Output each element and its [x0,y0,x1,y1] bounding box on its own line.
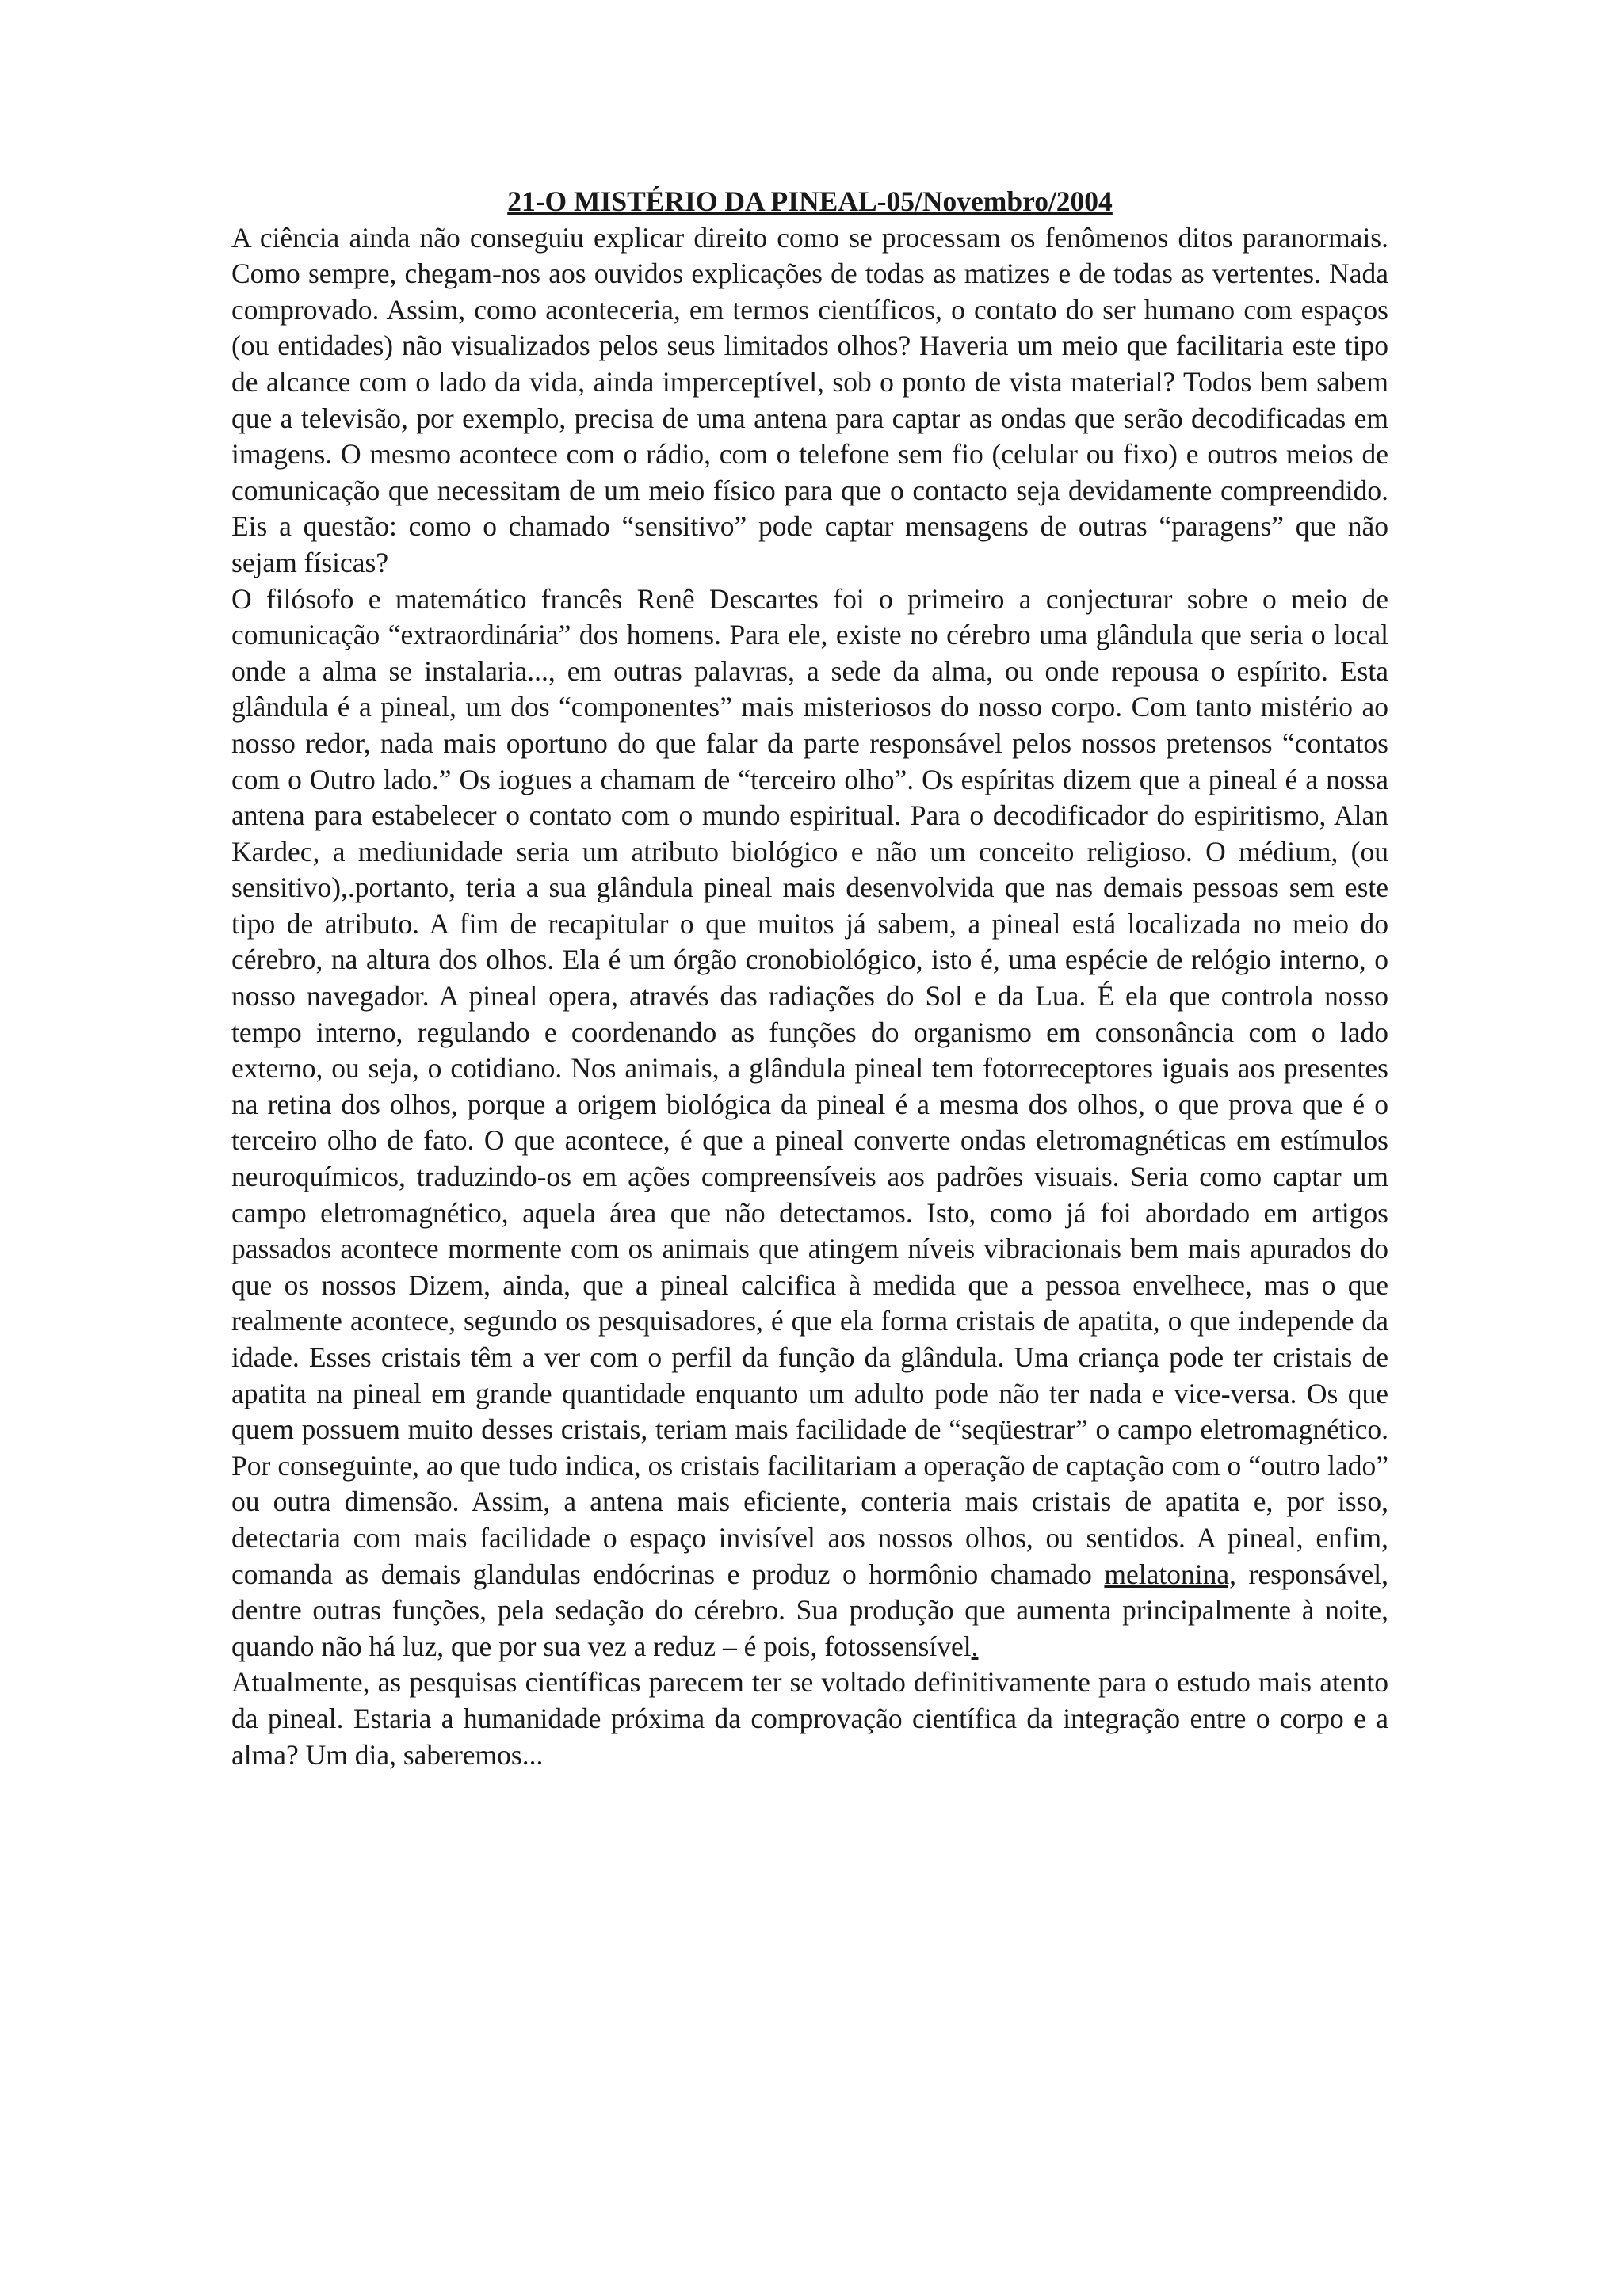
paragraph-descartes-continued: responsável, dentre outras funções, pela sedação do cérebro. Sua produção que aumenta principalmente à noite, quando não há luz, que por sua vez a reduz – é pois, fotossensível [231,1558,1388,1662]
paragraph-descartes [231,582,1388,1665]
melatonina-term: melatonina, [1104,1558,1237,1590]
document-title: 21-O MISTÉRIO DA PINEAL-05/Novembro/2004 [507,185,1113,217]
paragraph-end-mark: . [971,1630,979,1662]
document-body [231,184,1388,1773]
paragraph-descartes-text: O filósofo e matemático francês Renê Descartes foi o primeiro a conjecturar sobre o meio de comunicação “extraordinária” dos homens. Para ele, existe no cérebro uma glândula que seria o local onde a alma se instalaria..., em outras palavras, a sede da alma, ou onde repousa o espírito. Esta glândula é a pineal, um dos “componentes” mais misteriosos do nosso corpo. Com tanto mistério ao nosso redor, nada mais oportuno do que falar da parte responsável pelos nossos pretensos “contatos com o Outro lado.” Os iogues a chamam de “terceiro olho”. Os espíritas dizem que a pineal é a nossa antena para estabelecer o contato com o mundo espiritual. Para o decodificador do espiritismo, Alan Kardec, a mediunidade seria um atributo biológico e não um conceito religioso. O médium, (ou sensitivo),.portanto, teria a sua glândula pineal mais desenvolvida que nas demais pessoas sem este tipo de atributo. A fim de recapitular o que muitos já sabem, a pineal está localizada no meio do cérebro, na altura dos olhos. Ela é um órgão cronobiológico, isto é, uma espécie de relógio interno, o nosso navegador. A pineal opera, através das radiações do Sol e da Lua. É ela que controla nosso tempo interno, regulando e coordenando as funções do organismo em consonância com o lado externo, ou seja, o cotidiano. Nos animais, a glândula pineal tem fotorreceptores iguais aos presentes na retina dos olhos, porque a origem biológica da pineal é a mesma dos olhos, o que prova que é o terceiro olho de fato. O que acontece, é que a pineal converte ondas eletromagnéticas em estímulos neuroquímicos, traduzindo-os em ações compreensíveis aos padrões visuais. Seria como captar um campo eletromagnético, aquela área que não detectamos. Isto, como já foi abordado em artigos passados acontece mormente com os animais que atingem níveis vibracionais bem mais apurados do que os nossos Dizem, ainda, que a pineal calcifica à medida que a pessoa envelhece, mas o que realmente acontece, segundo os pesquisadores, é que ela forma cristais de apatita, o que independe da idade. Esses cristais têm a ver com o perfil da função da glândula. Uma criança pode ter cristais de apatita na pineal em grande quantidade enquanto um adulto pode não ter nada e vice-versa. Os que quem possuem muito desses cristais, teriam mais facilidade de “seqüestrar” o campo eletromagnético. Por conseguinte, ao que tudo indica, os cristais facilitariam a operação de captação com o “outro lado” ou outra dimensão. Assim, a antena mais eficiente, conteria mais cristais de apatita e, por isso, detectaria com mais facilidade o espaço invisível aos nossos olhos, ou sentidos. A pineal, enfim, comanda as demais glandulas endócrinas e produz o hormônio chamado [231,582,1388,1590]
paragraph-intro: A ciência ainda não conseguiu explicar direito como se processam os fenômenos ditos paranormais. Como sempre, chegam-nos aos ouvidos explicações de todas as matizes e de todas as vertentes. Nada comprovado. Assim, como aconteceria, em termos científicos, o contato do ser humano com espaços (ou entidades) não visualizados pelos seus limitados olhos? Haveria um meio que facilitaria este tipo de alcance com o lado da vida, ainda imperceptível, sob o ponto de vista material? Todos bem sabem que a televisão, por exemplo, precisa de uma antena para captar as ondas que serão decodificadas em imagens. O mesmo acontece com o rádio, com o telefone sem fio (celular ou fixo) e outros meios de comunicação que necessitam de um meio físico para que o contacto seja devidamente compreendido. Eis a questão: como o chamado “sensitivo” pode captar mensagens de outras “paragens” que não sejam físicas? [231,221,1388,578]
paragraph-conclusion: Atualmente, as pesquisas científicas parecem ter se voltado definitivamente para o estudo mais atento da pineal. Estaria a humanidade próxima da comprovação científica da integração entre o corpo e a alma? Um dia, saberemos... [231,1666,1388,1771]
